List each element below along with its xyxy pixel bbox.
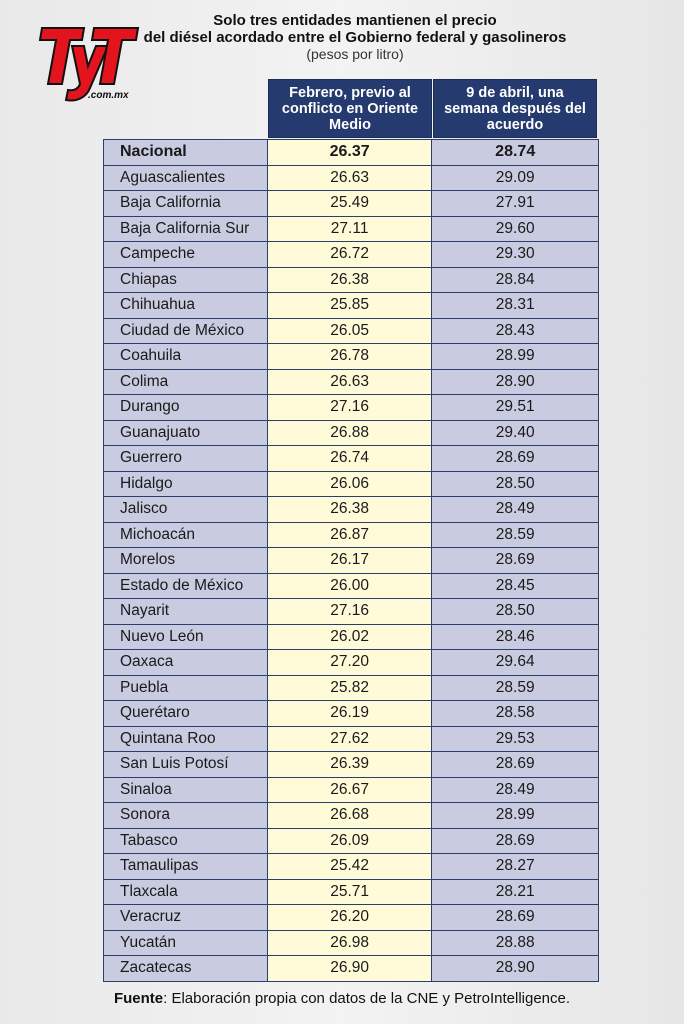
entidad-cell: Morelos [104,548,268,574]
table-row [104,216,599,242]
abril-cell: 28.74 [432,140,599,166]
page-title [120,12,590,63]
abril-cell: 28.69 [432,752,599,778]
febrero-cell: 26.68 [267,803,432,829]
table-row [104,522,599,548]
entidad-cell: Tlaxcala [104,879,268,905]
abril-cell: 28.90 [432,956,599,982]
febrero-cell: 26.38 [267,497,432,523]
entidad-cell: Baja California [104,191,268,217]
table-row [104,318,599,344]
febrero-cell: 26.87 [267,522,432,548]
column-headers [268,79,598,138]
abril-cell: 29.53 [432,726,599,752]
febrero-cell: 26.67 [267,777,432,803]
entidad-cell: Sonora [104,803,268,829]
entidad-cell: Chiapas [104,267,268,293]
table-row [104,293,599,319]
table-row [104,752,599,778]
abril-cell: 28.50 [432,599,599,625]
source-footer [0,990,684,1007]
febrero-cell: 27.16 [267,395,432,421]
table-row [104,497,599,523]
entidad-cell: Durango [104,395,268,421]
abril-cell: 28.59 [432,675,599,701]
febrero-cell: 25.82 [267,675,432,701]
table-row [104,242,599,268]
table-row [104,599,599,625]
entidad-cell: Estado de México [104,573,268,599]
entidad-cell: Baja California Sur [104,216,268,242]
entidad-cell: Guanajuato [104,420,268,446]
abril-cell: 28.27 [432,854,599,880]
abril-cell: 29.60 [432,216,599,242]
entidad-cell: Puebla [104,675,268,701]
febrero-cell: 27.20 [267,650,432,676]
febrero-cell: 26.05 [267,318,432,344]
febrero-cell: 26.38 [267,267,432,293]
febrero-cell: 27.62 [267,726,432,752]
entidad-cell: Zacatecas [104,956,268,982]
title-line-1: Solo tres entidades mantienen el precio [213,12,497,29]
entidad-cell: Tabasco [104,828,268,854]
febrero-cell: 26.78 [267,344,432,370]
table-row [104,777,599,803]
entidad-cell: Sinaloa [104,777,268,803]
entidad-cell: Jalisco [104,497,268,523]
febrero-cell: 26.72 [267,242,432,268]
table-row [104,446,599,472]
header-febrero: Febrero, previo al conflicto en Oriente Medio [268,79,432,138]
table-row-nacional [104,140,599,166]
footer-label: Fuente [113,990,164,1007]
entidad-cell: Oaxaca [104,650,268,676]
febrero-cell: 25.42 [267,854,432,880]
abril-cell: 28.58 [432,701,599,727]
febrero-cell: 25.49 [267,191,432,217]
abril-cell: 28.49 [432,777,599,803]
abril-cell: 28.99 [432,803,599,829]
abril-cell: 28.99 [432,344,599,370]
entidad-cell: Coahuila [104,344,268,370]
table-row [104,191,599,217]
abril-cell: 28.69 [432,548,599,574]
abril-cell: 28.69 [432,905,599,931]
entidad-cell: Nayarit [104,599,268,625]
table-row [104,420,599,446]
entidad-cell: Michoacán [104,522,268,548]
title-subtitle: (pesos por litro) [306,46,404,62]
febrero-cell: 26.06 [267,471,432,497]
entidad-cell: Aguascalientes [104,165,268,191]
abril-cell: 29.30 [432,242,599,268]
title-line-2: del diésel acordado entre el Gobierno federal y gasolineros [143,29,567,46]
entidad-cell: Hidalgo [104,471,268,497]
abril-cell: 28.90 [432,369,599,395]
price-table [103,139,599,982]
abril-cell: 28.84 [432,267,599,293]
table-row [104,905,599,931]
abril-cell: 28.88 [432,930,599,956]
entidad-cell: Yucatán [104,930,268,956]
abril-cell: 28.31 [432,293,599,319]
table-row [104,701,599,727]
entidad-cell: Guerrero [104,446,268,472]
table-row [104,879,599,905]
table-row [104,726,599,752]
table-row [104,675,599,701]
febrero-cell: 25.85 [267,293,432,319]
febrero-cell: 26.00 [267,573,432,599]
logo-domain: .com.mx [88,90,129,101]
febrero-cell: 26.98 [267,930,432,956]
febrero-cell: 26.74 [267,446,432,472]
abril-cell: 28.50 [432,471,599,497]
febrero-cell: 26.63 [267,369,432,395]
abril-cell: 29.64 [432,650,599,676]
entidad-cell: San Luis Potosí [104,752,268,778]
table-row [104,956,599,982]
febrero-cell: 26.09 [267,828,432,854]
febrero-cell: 27.11 [267,216,432,242]
abril-cell: 28.45 [432,573,599,599]
entidad-cell: Colima [104,369,268,395]
abril-cell: 28.69 [432,446,599,472]
entidad-cell: Quintana Roo [104,726,268,752]
table-row [104,624,599,650]
entidad-cell: Chihuahua [104,293,268,319]
febrero-cell: 26.63 [267,165,432,191]
febrero-cell: 26.20 [267,905,432,931]
abril-cell: 28.49 [432,497,599,523]
abril-cell: 27.91 [432,191,599,217]
febrero-cell: 26.17 [267,548,432,574]
abril-cell: 29.09 [432,165,599,191]
table-row [104,930,599,956]
table-row [104,803,599,829]
header-abril: 9 de abril, una semana después del acuerdo [433,79,597,138]
footer-text: : Elaboración propia con datos de la CNE y PetroIntelligence. [163,990,571,1007]
entidad-cell: Nacional [104,140,268,166]
entidad-cell: Veracruz [104,905,268,931]
abril-cell: 28.59 [432,522,599,548]
febrero-cell: 27.16 [267,599,432,625]
table-row [104,650,599,676]
entidad-cell: Ciudad de México [104,318,268,344]
table-row [104,471,599,497]
entidad-cell: Nuevo León [104,624,268,650]
table-row [104,548,599,574]
febrero-cell: 26.02 [267,624,432,650]
table-row [104,854,599,880]
entidad-cell: Querétaro [104,701,268,727]
table-row [104,369,599,395]
febrero-cell: 26.37 [267,140,432,166]
table-row [104,395,599,421]
abril-cell: 28.21 [432,879,599,905]
febrero-cell: 25.71 [267,879,432,905]
abril-cell: 28.43 [432,318,599,344]
table-row [104,344,599,370]
abril-cell: 28.46 [432,624,599,650]
febrero-cell: 26.90 [267,956,432,982]
febrero-cell: 26.88 [267,420,432,446]
febrero-cell: 26.19 [267,701,432,727]
table-row [104,267,599,293]
abril-cell: 29.51 [432,395,599,421]
entidad-cell: Tamaulipas [104,854,268,880]
entidad-cell: Campeche [104,242,268,268]
abril-cell: 29.40 [432,420,599,446]
table-row [104,165,599,191]
abril-cell: 28.69 [432,828,599,854]
table-row [104,573,599,599]
febrero-cell: 26.39 [267,752,432,778]
table-row [104,828,599,854]
